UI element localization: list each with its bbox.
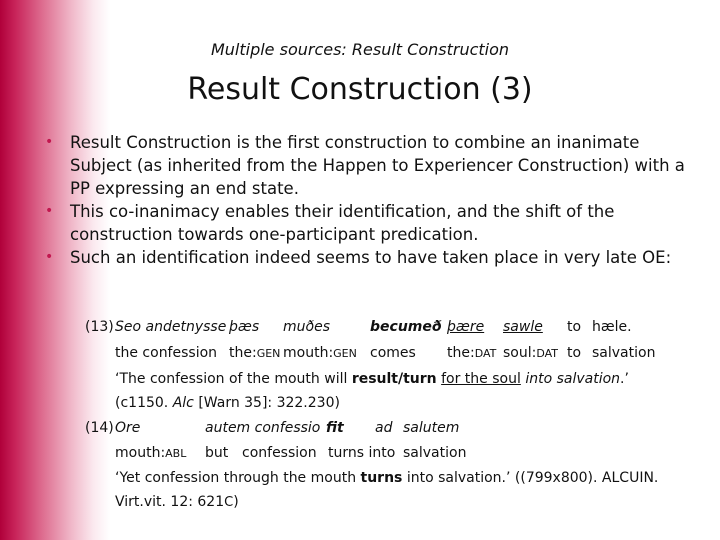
bullet-item — [45, 246, 695, 269]
gloss-word: mouth:ABL — [115, 445, 187, 461]
bullet-dot-icon: • — [45, 134, 54, 150]
slide-title: Result Construction (3) — [187, 72, 533, 107]
bullet-line: construction towards one-participant predication. — [70, 225, 479, 244]
bullet-line: Such an identification indeed seems to have taken place in very late OE: — [70, 248, 672, 267]
oe-word: þæs — [229, 319, 260, 335]
gloss-word: the confession — [115, 345, 218, 361]
oe-word: Seo andetnysse — [115, 319, 227, 335]
gloss-word: turns into — [328, 445, 396, 461]
slide-subtitle: Multiple sources: Result Construction — [210, 40, 510, 59]
bullet-line: Subject (as inherited from the Happen to Experiencer Construction) with a — [70, 156, 685, 175]
bullet-item — [45, 200, 695, 246]
bullet-line: Result Construction is the first construction to combine an inanimate — [70, 133, 640, 152]
gloss-word: soul:DAT — [503, 345, 559, 361]
oe-word: þære — [447, 319, 485, 335]
latin-word: Ore — [115, 420, 141, 436]
oe-word: to — [567, 319, 582, 335]
oe-word: muðes — [283, 319, 330, 335]
gloss-word: salvation — [403, 445, 467, 461]
bullet-line: This co-inanimacy enables their identification, and the shift of the — [70, 202, 615, 221]
example-number: (13) — [85, 319, 114, 335]
oe-word: hæle. — [592, 319, 632, 335]
bullet-dot-icon: • — [45, 203, 54, 219]
oe-word: sawle — [503, 319, 543, 335]
oe-word: becumeð — [370, 319, 442, 335]
example-number: (14) — [85, 420, 114, 436]
gloss-word: but — [205, 445, 229, 461]
latin-word: salutem — [403, 420, 460, 436]
bullet-list — [45, 131, 695, 269]
gloss-word: comes — [370, 345, 416, 361]
bullet-line: PP expressing an end state. — [70, 179, 299, 198]
gloss-word: confession — [242, 445, 317, 461]
gloss-word: the:GEN — [229, 345, 281, 361]
bullet-item — [45, 131, 695, 200]
latin-word: autem confessio — [205, 420, 321, 436]
latin-word: ad — [375, 420, 393, 436]
bullet-dot-icon: • — [45, 249, 54, 265]
gloss-word: to — [567, 345, 582, 361]
latin-word: fit — [326, 420, 344, 436]
gloss-word: mouth:GEN — [283, 345, 357, 361]
gloss-word: the:DAT — [447, 345, 497, 361]
gloss-word: salvation — [592, 345, 656, 361]
